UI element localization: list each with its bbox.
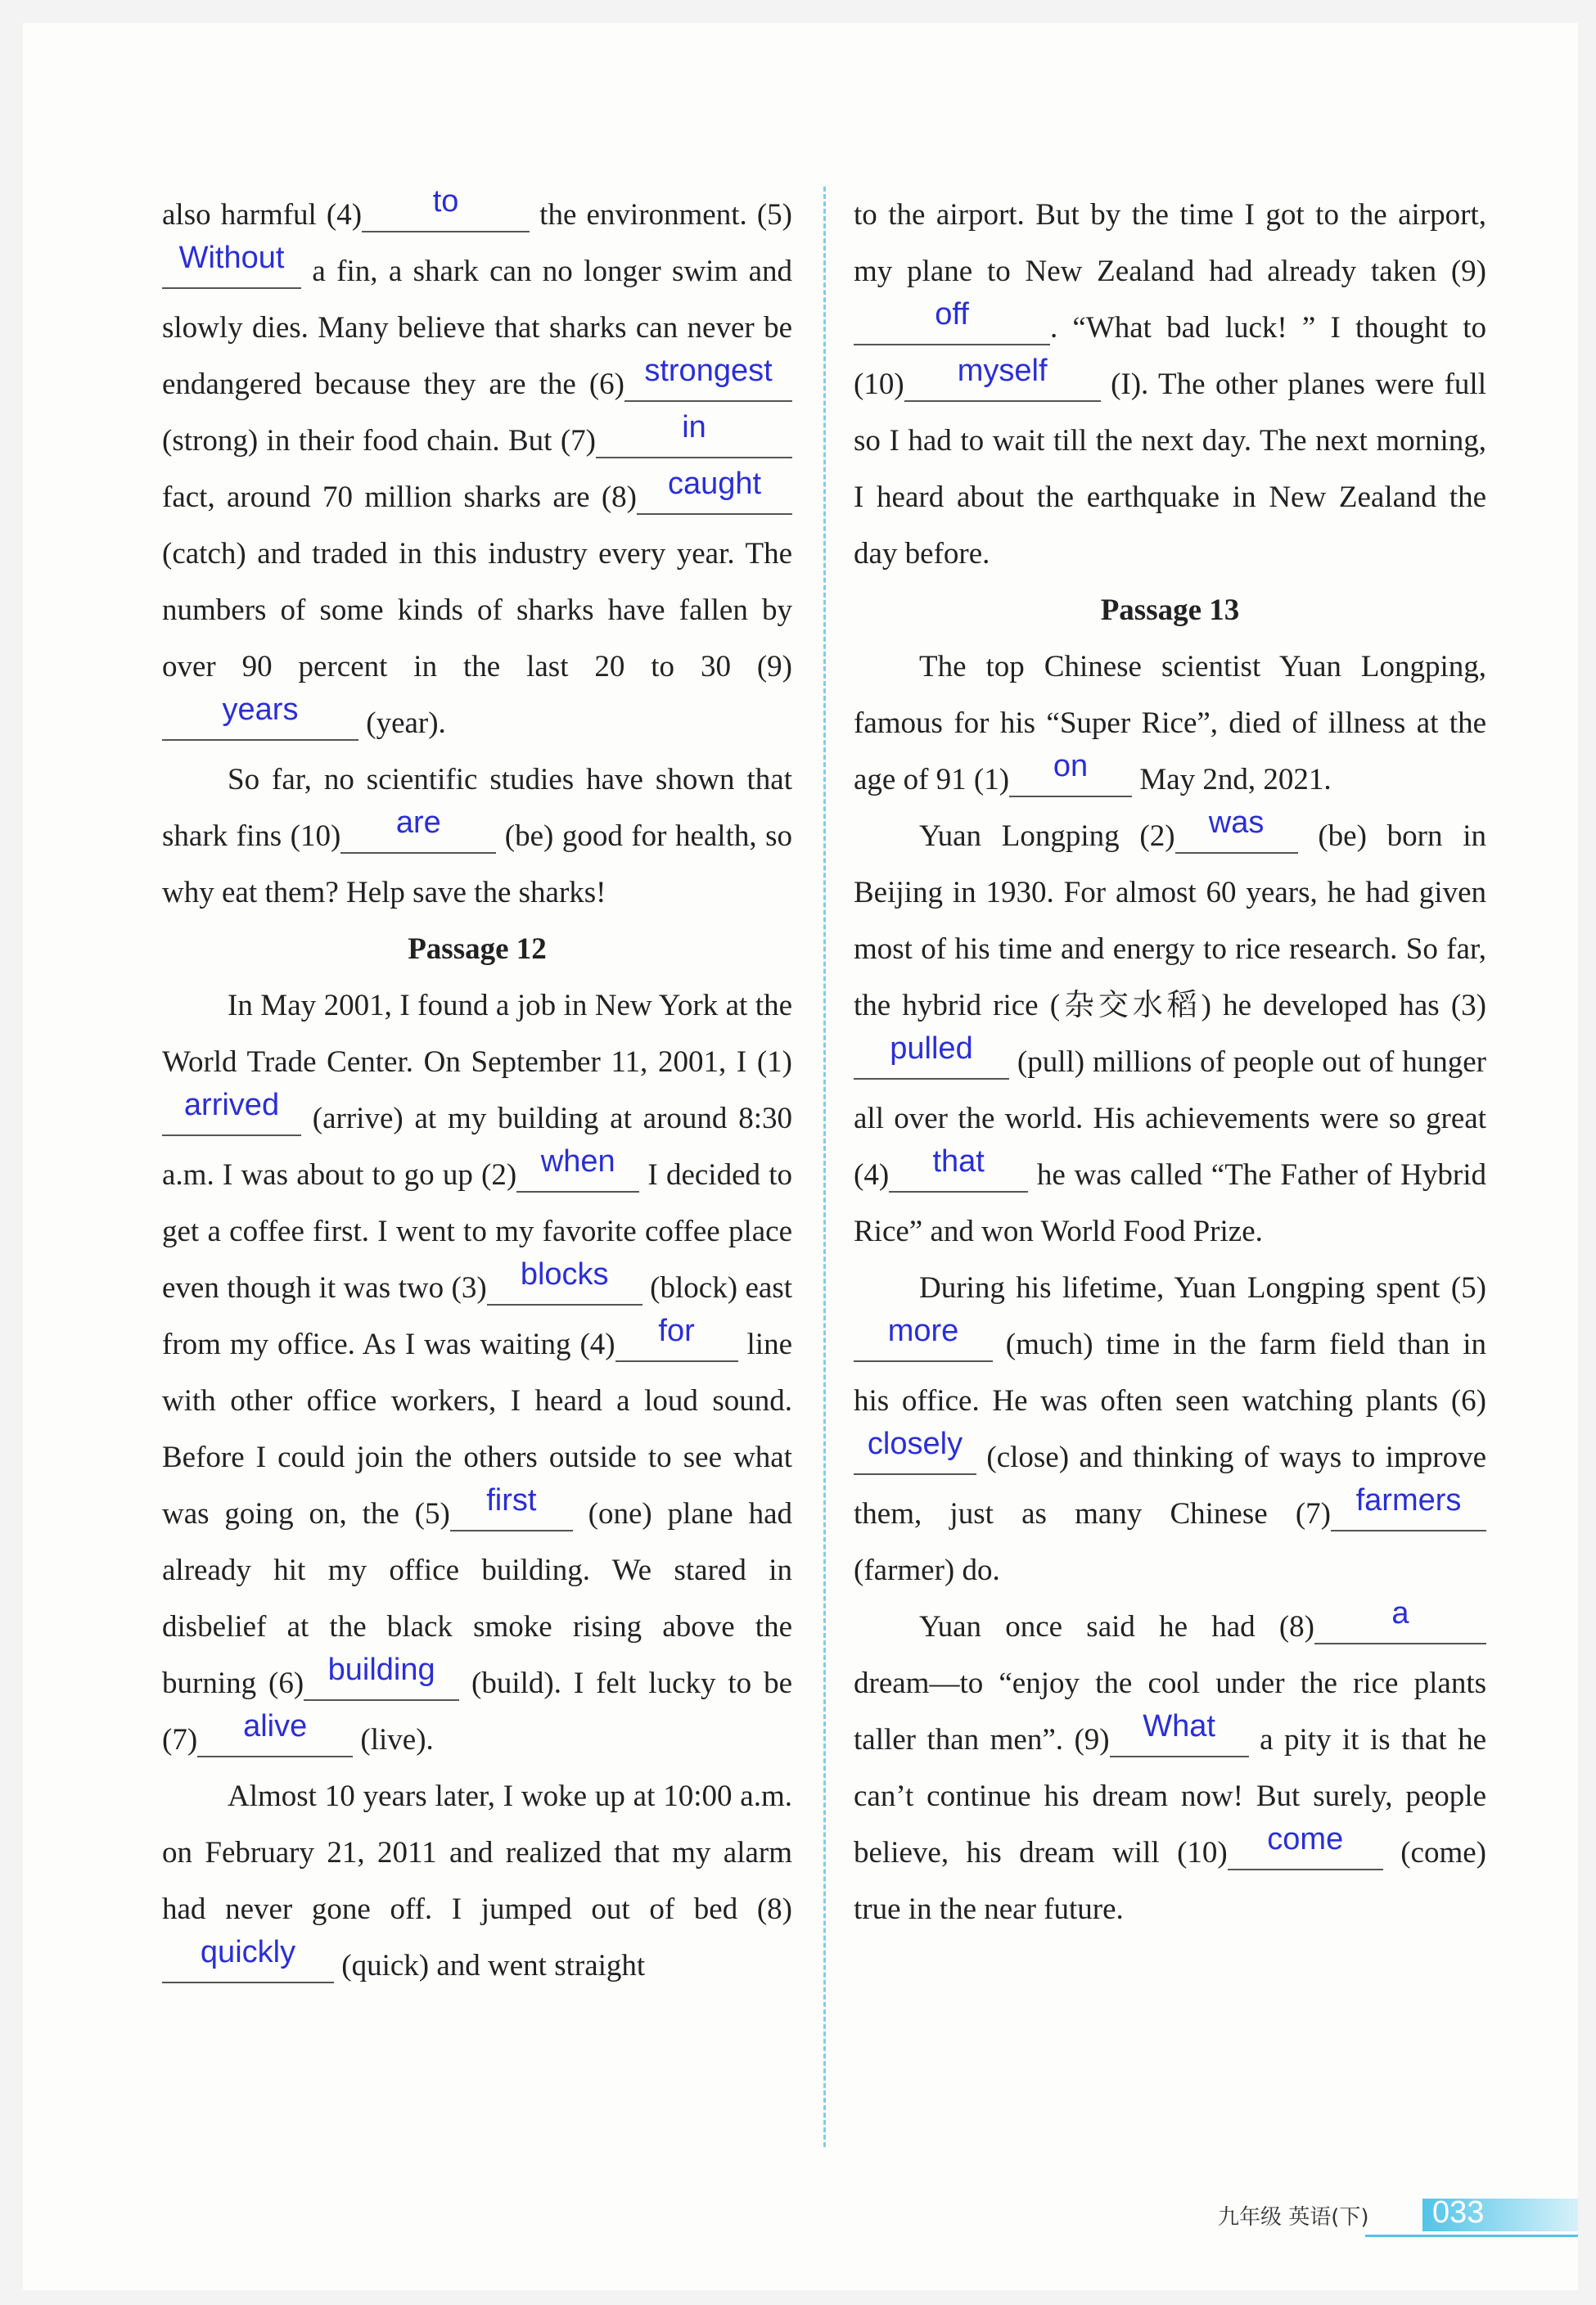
blank-2[interactable] <box>1175 805 1298 854</box>
blank-8[interactable] <box>1314 1596 1486 1644</box>
text: (pull) millions of people out of hunger all over the world. His achievements were so great (4) <box>854 1045 1486 1192</box>
answer-7: alive <box>243 1709 308 1743</box>
blank-10[interactable] <box>340 805 496 854</box>
text: (come) true in the near future. <box>854 1836 1486 1926</box>
text: the environment. (5) <box>530 198 792 232</box>
blank-4[interactable] <box>889 1144 1028 1193</box>
answer-3: pulled <box>890 1031 973 1066</box>
passage-13-paragraph-4 <box>854 1596 1486 1937</box>
shark-paragraph-2 <box>162 751 792 921</box>
answer-5: Without <box>178 241 285 275</box>
text: to the airport. But by the time I got to the airport, my plane to New Zealand had already taken (9) <box>854 198 1486 288</box>
text: In May 2001, I found a job in New York at the World Trade Center. On September 11, 2001, I (1) <box>162 989 792 1079</box>
text: (year). <box>358 706 446 740</box>
right-column <box>854 187 1486 1937</box>
answer-8: quickly <box>200 1935 296 1969</box>
footer-rule <box>1365 2235 1578 2237</box>
answer-4: for <box>658 1314 695 1348</box>
shark-paragraph-1 <box>162 184 792 751</box>
text: (quick) and went straight <box>334 1949 646 1982</box>
answer-7: in <box>682 410 706 444</box>
passage-13-paragraph-1 <box>854 638 1486 808</box>
blank-1[interactable] <box>162 1088 301 1136</box>
text: (block) east from my office. As I was waiting (4) <box>162 1271 792 1361</box>
text: (build). I felt lucky to be (7) <box>162 1667 792 1757</box>
passage-13-paragraph-2 <box>854 805 1486 1260</box>
text: Yuan once said he had (8) <box>919 1610 1314 1644</box>
answer-7: farmers <box>1355 1483 1462 1518</box>
text: line with other office workers, I heard a loud sound. Before I could join the others outside to see what was going on, the (5) <box>162 1328 792 1531</box>
blank-5[interactable] <box>450 1483 573 1531</box>
answer-6: building <box>327 1653 435 1687</box>
blank-7[interactable] <box>1331 1483 1486 1531</box>
blank-4[interactable] <box>615 1314 738 1362</box>
passage-13-title: Passage 13 <box>1100 593 1240 627</box>
answer-4: that <box>932 1144 985 1179</box>
text: (much) time in the farm field than in his office. He was often seen watching plants (6) <box>854 1328 1486 1418</box>
text: (one) plane had already hit my office building. We stared in disbelief at the black smoke rising above the burning (6) <box>162 1497 792 1700</box>
text: (live). <box>353 1723 434 1757</box>
page-footer <box>1218 2192 1578 2241</box>
blank-9[interactable] <box>1110 1709 1249 1757</box>
answer-10: come <box>1267 1822 1344 1856</box>
text: (be) born in Beijing in 1930. For almost 60 years, he had given most of his time and energy to rice research. So far, the hybrid rice (杂交水稻) he developed has (3) <box>854 819 1486 1022</box>
blank-8[interactable] <box>637 467 792 515</box>
page-number: 033 <box>1432 2195 1485 2230</box>
answer-2: when <box>540 1144 615 1179</box>
blank-10[interactable] <box>904 354 1101 402</box>
text: dream—to “enjoy the cool under the rice plants taller than men”. (9) <box>854 1667 1486 1757</box>
blank-7[interactable] <box>596 410 792 458</box>
text: Almost 10 years later, I woke up at 10:00 a.m. on February 21, 2011 and realized that my alarm had never gone off. I jumped out of bed (8) <box>162 1779 792 1926</box>
blank-6[interactable] <box>304 1653 459 1701</box>
text: (farmer) do. <box>854 1554 1000 1587</box>
blank-9[interactable] <box>854 297 1050 345</box>
blank-6[interactable] <box>854 1427 976 1475</box>
text: I decided to get a coffee first. I went to my favorite coffee place even though it was two (3) <box>162 1158 792 1305</box>
passage-12-title: Passage 12 <box>408 932 547 966</box>
left-column <box>162 184 792 1994</box>
text: he was called “The Father of Hybrid Rice” and won World Food Prize. <box>854 1158 1486 1248</box>
text: (strong) in their food chain. But (7) <box>162 424 596 458</box>
passage-12-paragraph-2 <box>162 1768 792 1994</box>
answer-8: caught <box>667 467 762 501</box>
blank-10[interactable] <box>1228 1822 1383 1870</box>
text: During his lifetime, Yuan Longping spent (5) <box>919 1271 1486 1305</box>
text: (be) good for health, so why eat them? Help save the sharks! <box>162 819 792 909</box>
blank-4[interactable] <box>362 184 530 232</box>
text: . “What bad luck! ” I thought to (10) <box>854 311 1486 401</box>
column-divider <box>823 187 826 2147</box>
blank-1[interactable] <box>1009 749 1132 797</box>
blank-5[interactable] <box>854 1314 993 1362</box>
answer-1: arrived <box>183 1088 280 1122</box>
answer-3: blocks <box>520 1257 609 1292</box>
text: So far, no scientific studies have shown that shark fins (10) <box>162 763 792 853</box>
passage-12-paragraph-1 <box>162 977 792 1768</box>
answer-5: more <box>887 1314 959 1348</box>
answer-5: first <box>486 1483 537 1518</box>
blank-8[interactable] <box>162 1935 334 1983</box>
answer-9: What <box>1143 1709 1215 1743</box>
answer-2: was <box>1208 805 1265 840</box>
blank-7[interactable] <box>197 1709 353 1757</box>
passage-12-paragraph-3 <box>854 187 1486 582</box>
blank-5[interactable] <box>162 241 301 289</box>
blank-6[interactable] <box>624 354 792 402</box>
blank-3[interactable] <box>487 1257 642 1306</box>
blank-2[interactable] <box>516 1144 639 1193</box>
text: (close) and thinking of ways to improve them, just as many Chinese (7) <box>854 1441 1486 1531</box>
blank-3[interactable] <box>854 1031 1009 1080</box>
text: (arrive) at my building at around 8:30 a.m. I was about to go up (2) <box>162 1102 792 1192</box>
text: fact, around 70 million sharks are (8) <box>162 480 637 514</box>
blank-9[interactable] <box>162 692 358 741</box>
answer-9: years <box>222 692 299 727</box>
passage-13-paragraph-3 <box>854 1260 1486 1599</box>
answer-9: off <box>935 297 969 332</box>
workbook-page <box>23 23 1578 2290</box>
answer-6: strongest <box>644 354 773 388</box>
answer-6: closely <box>867 1427 963 1461</box>
text: (catch) and traded in this industry every year. The numbers of some kinds of sharks have fallen by over 90 percent in the last 20 to 30 (9) <box>162 537 792 683</box>
text: The top Chinese scientist Yuan Longping, famous for his “Super Rice”, died of illness at the age of 91 (1) <box>854 650 1486 796</box>
text: (I). The other planes were full so I had to wait till the next day. The next morning, I heard about the earthquake in New Zealand the day before. <box>854 368 1486 571</box>
text: also harmful (4) <box>162 198 363 232</box>
answer-8: a <box>1391 1596 1409 1631</box>
answer-4: to <box>432 184 459 219</box>
answer-10: are <box>395 805 441 840</box>
answer-10: myself <box>957 354 1048 388</box>
text: a fin, a shark can no longer swim and slowly dies. Many believe that sharks can never be endangered because they are the (6) <box>162 255 792 401</box>
text: May 2nd, 2021. <box>1132 763 1332 796</box>
grade-subject-label: 九年级 英语(下) <box>1218 2205 1369 2230</box>
text: Yuan Longping (2) <box>919 819 1175 853</box>
text: a pity it is that he can’t continue his dream now! But surely, people believe, his dream will (10) <box>854 1723 1486 1870</box>
answer-1: on <box>1053 749 1089 783</box>
